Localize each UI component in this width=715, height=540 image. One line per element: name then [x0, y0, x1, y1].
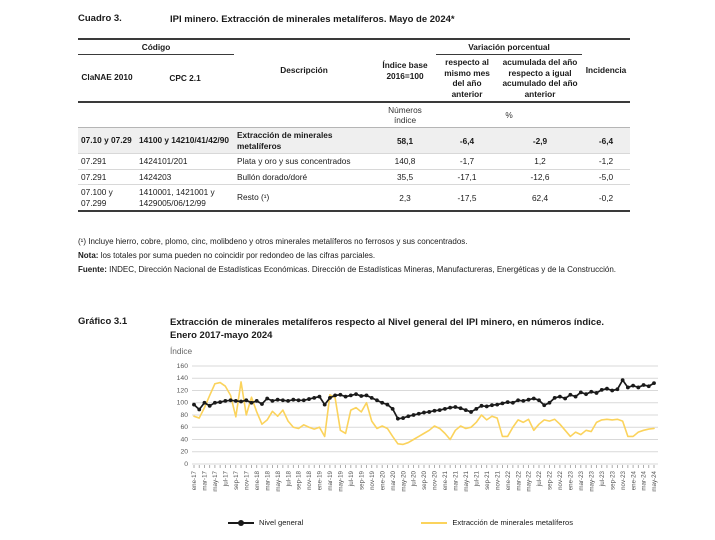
data-table [78, 38, 630, 212]
indice-base-header: Índice base 2016=100 [382, 60, 428, 81]
svg-text:ene-18: ene-18 [253, 471, 261, 491]
legend-item-extraccion [421, 518, 573, 527]
svg-text:mar-24: mar-24 [640, 471, 648, 491]
cell-indice: 35,5 [374, 169, 436, 185]
cell-indice: 58,1 [374, 128, 436, 154]
svg-text:mar-21: mar-21 [452, 471, 460, 491]
table-title: IPI minero. Extracción de minerales metalíferos. Mayo de 2024* [170, 14, 455, 25]
svg-text:nov-23: nov-23 [619, 471, 627, 490]
svg-text:20: 20 [180, 448, 188, 456]
svg-text:jul-18: jul-18 [285, 471, 293, 487]
yellow-line-icon [421, 522, 447, 524]
units-numeros-indice: Números índice [374, 102, 436, 128]
cell-incidencia: -1,2 [582, 154, 630, 170]
svg-text:nov-18: nov-18 [306, 471, 314, 490]
svg-text:ene-23: ene-23 [567, 471, 575, 491]
units-percent: % [436, 102, 582, 128]
svg-text:80: 80 [180, 411, 188, 419]
cell-indice: 2,3 [374, 185, 436, 212]
svg-text:mar-22: mar-22 [515, 471, 523, 491]
respecto-header: respecto al mismo mes del año anterior [444, 57, 490, 99]
svg-text:mar-19: mar-19 [327, 471, 335, 491]
svg-text:140: 140 [176, 375, 188, 383]
svg-text:100: 100 [176, 399, 188, 407]
black-line-marker-icon [228, 522, 254, 524]
svg-text:may-17: may-17 [212, 471, 220, 492]
cell-descripcion: Extracción de minerales metalíferos [234, 128, 374, 154]
nota-label: Nota: [78, 251, 99, 260]
svg-text:sep-18: sep-18 [295, 471, 303, 490]
svg-text:mar-18: mar-18 [264, 471, 272, 491]
cell-acumulada: 1,2 [498, 154, 582, 170]
legend-label: Extracción de minerales metalíferos [452, 518, 574, 527]
footnote-nota [78, 251, 653, 261]
cell-acumulada: -12,6 [498, 169, 582, 185]
cell-acumulada: -2,9 [498, 128, 582, 154]
svg-text:may-19: may-19 [337, 471, 345, 492]
chart-title [170, 316, 670, 342]
svg-text:nov-20: nov-20 [431, 471, 439, 490]
table-row [78, 154, 630, 170]
svg-text:120: 120 [176, 387, 188, 395]
svg-text:160: 160 [176, 362, 188, 370]
svg-text:nov-21: nov-21 [494, 471, 502, 490]
codigo-group-header: Código [78, 39, 234, 55]
cell-acumulada: 62,4 [498, 185, 582, 212]
svg-text:jul-23: jul-23 [598, 471, 606, 487]
units-row [78, 102, 630, 128]
chart-legend [170, 518, 715, 527]
svg-text:60: 60 [180, 424, 188, 432]
svg-text:sep-22: sep-22 [546, 471, 554, 490]
cell-clanae: 07.10 y 07.29 [78, 128, 136, 154]
cell-indice: 140,8 [374, 154, 436, 170]
svg-text:nov-19: nov-19 [368, 471, 376, 490]
fuente-text: INDEC, Dirección Nacional de Estadísticas Económicas. Dirección de Estadísticas Mineras, Manufactureras, Energéticas y de la Construcción. [106, 265, 616, 274]
legend-label: Nivel general [259, 518, 304, 527]
descripcion-header: Descripción [280, 65, 328, 76]
variacion-group-header: Variación porcentual [436, 39, 582, 55]
cell-cpc: 1424101/201 [136, 154, 234, 170]
svg-text:ene-24: ene-24 [630, 471, 638, 491]
svg-text:nov-22: nov-22 [557, 471, 565, 490]
cell-incidencia: -5,0 [582, 169, 630, 185]
chart-title-line1: Extracción de minerales metalíferos respecto al Nivel general del IPI minero, en números índice. [170, 317, 604, 328]
cell-incidencia: -0,2 [582, 185, 630, 212]
svg-text:may-18: may-18 [274, 471, 282, 492]
svg-text:ene-22: ene-22 [504, 471, 512, 491]
svg-text:jul-22: jul-22 [536, 471, 544, 487]
svg-text:ene-17: ene-17 [191, 471, 199, 491]
svg-text:jul-19: jul-19 [348, 471, 356, 487]
footnote-1: (¹) Incluye hierro, cobre, plomo, cinc, molibdeno y otros minerales metalíferos no ferrosos y sus concentrados. [78, 237, 468, 246]
cell-cpc: 14100 y 14210/41/42/90 [136, 128, 234, 154]
svg-text:sep-23: sep-23 [609, 471, 617, 490]
svg-text:sep-19: sep-19 [358, 471, 366, 490]
chart-label: Gráfico 3.1 [78, 316, 128, 327]
line-chart [166, 358, 662, 513]
cell-cpc: 1424203 [136, 169, 234, 185]
cell-respecto: -1,7 [436, 154, 498, 170]
table-row [78, 128, 630, 154]
svg-text:ene-21: ene-21 [442, 471, 450, 491]
cell-descripcion: Bullón dorado/doré [234, 169, 374, 185]
svg-text:jul-20: jul-20 [410, 471, 418, 487]
svg-text:jul-17: jul-17 [222, 471, 230, 487]
cell-respecto: -6,4 [436, 128, 498, 154]
svg-text:0: 0 [184, 460, 188, 468]
svg-text:sep-17: sep-17 [233, 471, 241, 490]
footnote-fuente [78, 265, 663, 275]
svg-text:may-20: may-20 [400, 471, 408, 492]
cell-respecto: -17,5 [436, 185, 498, 212]
clanae-header: ClaNAE 2010 [81, 71, 133, 82]
cell-descripcion: Plata y oro y sus concentrados [234, 154, 374, 170]
cell-cpc: 1410001, 1421001 y 1429005/06/12/99 [136, 185, 234, 212]
acumulada-header: acumulada del año respecto a igual acumulado del año anterior [502, 57, 578, 99]
cpc-header: CPC 2.1 [169, 72, 201, 83]
svg-text:may-24: may-24 [651, 471, 659, 492]
nota-text: los totales por suma pueden no coincidir por redondeo de las cifras parciales. [98, 251, 376, 260]
table-label: Cuadro 3. [78, 13, 122, 24]
cell-incidencia: -6,4 [582, 128, 630, 154]
svg-text:40: 40 [180, 436, 188, 444]
table-row [78, 185, 630, 212]
chart-canvas [166, 358, 662, 508]
chart-title-line2: Enero 2017-mayo 2024 [170, 330, 273, 341]
svg-text:may-22: may-22 [525, 471, 533, 492]
cell-respecto: -17,1 [436, 169, 498, 185]
legend-item-nivel-general [228, 518, 303, 527]
cell-clanae: 07.291 [78, 169, 136, 185]
svg-text:jul-21: jul-21 [473, 471, 481, 487]
incidencia-header: Incidencia [585, 65, 627, 76]
svg-text:mar-20: mar-20 [389, 471, 397, 491]
svg-text:ene-19: ene-19 [316, 471, 324, 491]
fuente-label: Fuente: [78, 265, 107, 274]
y-axis-label: Índice [170, 346, 193, 356]
svg-text:sep-21: sep-21 [483, 471, 491, 490]
cell-clanae: 07.291 [78, 154, 136, 170]
svg-text:ene-20: ene-20 [379, 471, 387, 491]
cell-descripcion: Resto (¹) [234, 185, 374, 212]
table-group-header-row [78, 39, 630, 55]
table-row [78, 169, 630, 185]
svg-text:may-21: may-21 [463, 471, 471, 492]
svg-text:may-23: may-23 [588, 471, 596, 492]
svg-text:nov-17: nov-17 [243, 471, 251, 490]
svg-text:mar-17: mar-17 [201, 471, 209, 491]
svg-text:sep-20: sep-20 [421, 471, 429, 490]
cell-clanae: 07.100 y 07.299 [78, 185, 136, 212]
svg-text:mar-23: mar-23 [578, 471, 586, 491]
